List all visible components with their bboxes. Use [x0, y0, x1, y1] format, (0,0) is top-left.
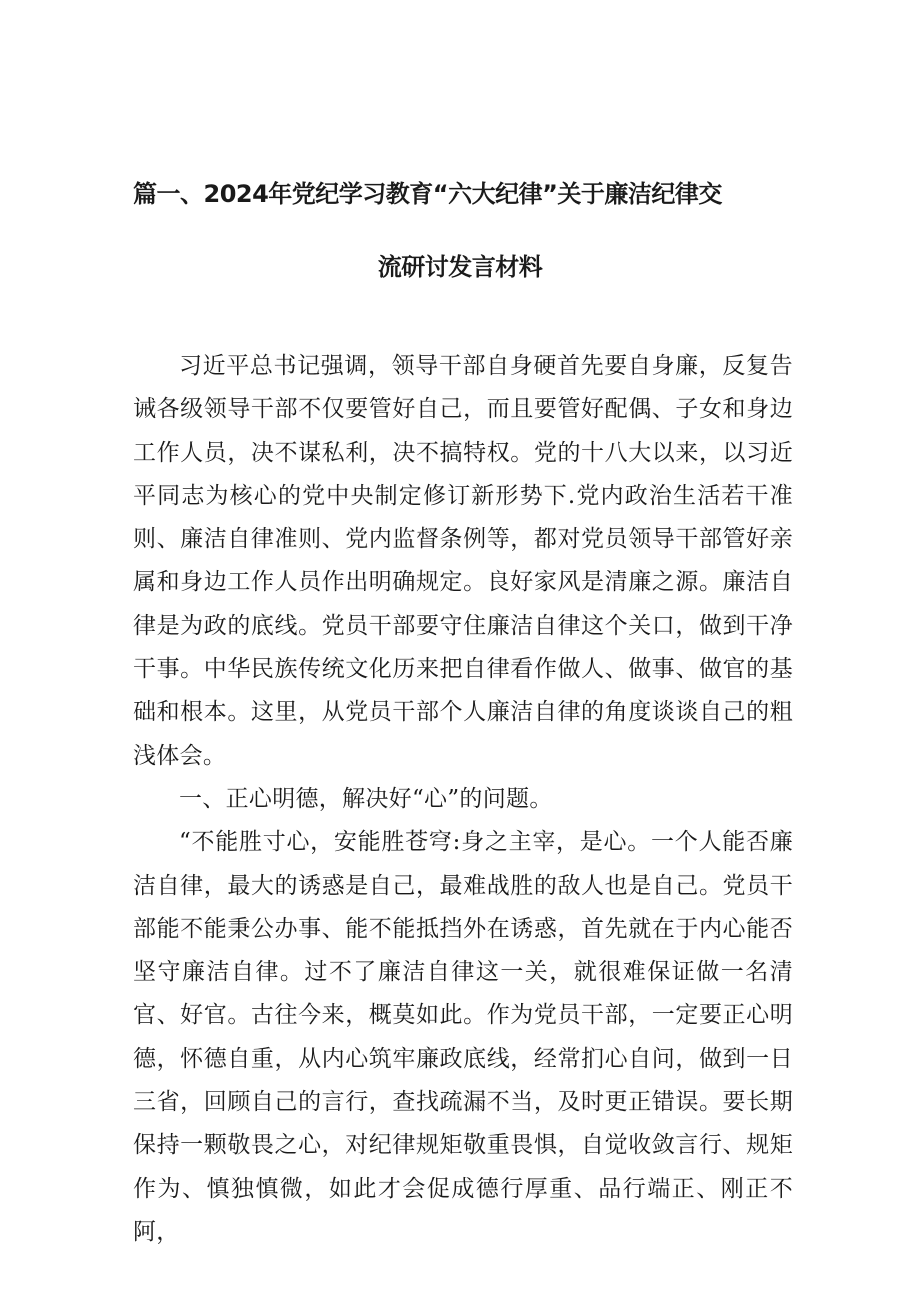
document-title-line-2: 流研讨发言材料: [377, 253, 543, 281]
document-title-line-1: 篇一、2024年党纪学习教育“六大纪律”关于廉洁纪律交: [133, 180, 722, 208]
document-body: [133, 345, 793, 1254]
paragraph-section-1: “不能胜寸心，安能胜苍穹:身之主宰，是心。一个人能否廉洁自律，最大的诱惑是自己，最难战胜的敌人也是自己。党员干部能不能秉公办事、能不能抵挡外在诱惑，首先就在于内心能否坚守廉洁自律。过不了廉洁自律这一关，就很难保证做一名清官、好官。古往今来，概莫如此。作为党员干部，一定要正心明德，怀德自重，从内心筑牢廉政底线，经常扪心自问，做到一日三省，回顾自己的言行，查找疏漏不当，及时更正错误。要长期保持一颗敬畏之心，对纪律规矩敬重畏惧，自觉收敛言行、规矩作为、慎独慎微，如此才会促成德行厚重、品行端正、刚正不阿，: [133, 829, 793, 1245]
paragraph-intro: 习近平总书记强调，领导干部自身硬首先要自身廉，反复告诫各级领导干部不仅要管好自己，而且要管好配偶、子女和身边工作人员，决不谋私利，决不搞特权。党的十八大以来，以习近平同志为核心的党中央制定修订新形势下.党内政治生活若干准则、廉洁自律准则、党内监督条例等，都对党员领导干部管好亲属和身边工作人员作出明确规定。良好家风是清廉之源。廉洁自律是为政的底线。党员干部要守住廉洁自律这个关口，做到干净干事。中华民族传统文化历来把自律看作做人、做事、做官的基础和根本。这里，从党员干部个人廉洁自律的角度谈谈自己的粗浅体会。: [133, 353, 793, 769]
section-heading-1: 一、正心明德，解决好“心”的问题。: [179, 785, 553, 812]
